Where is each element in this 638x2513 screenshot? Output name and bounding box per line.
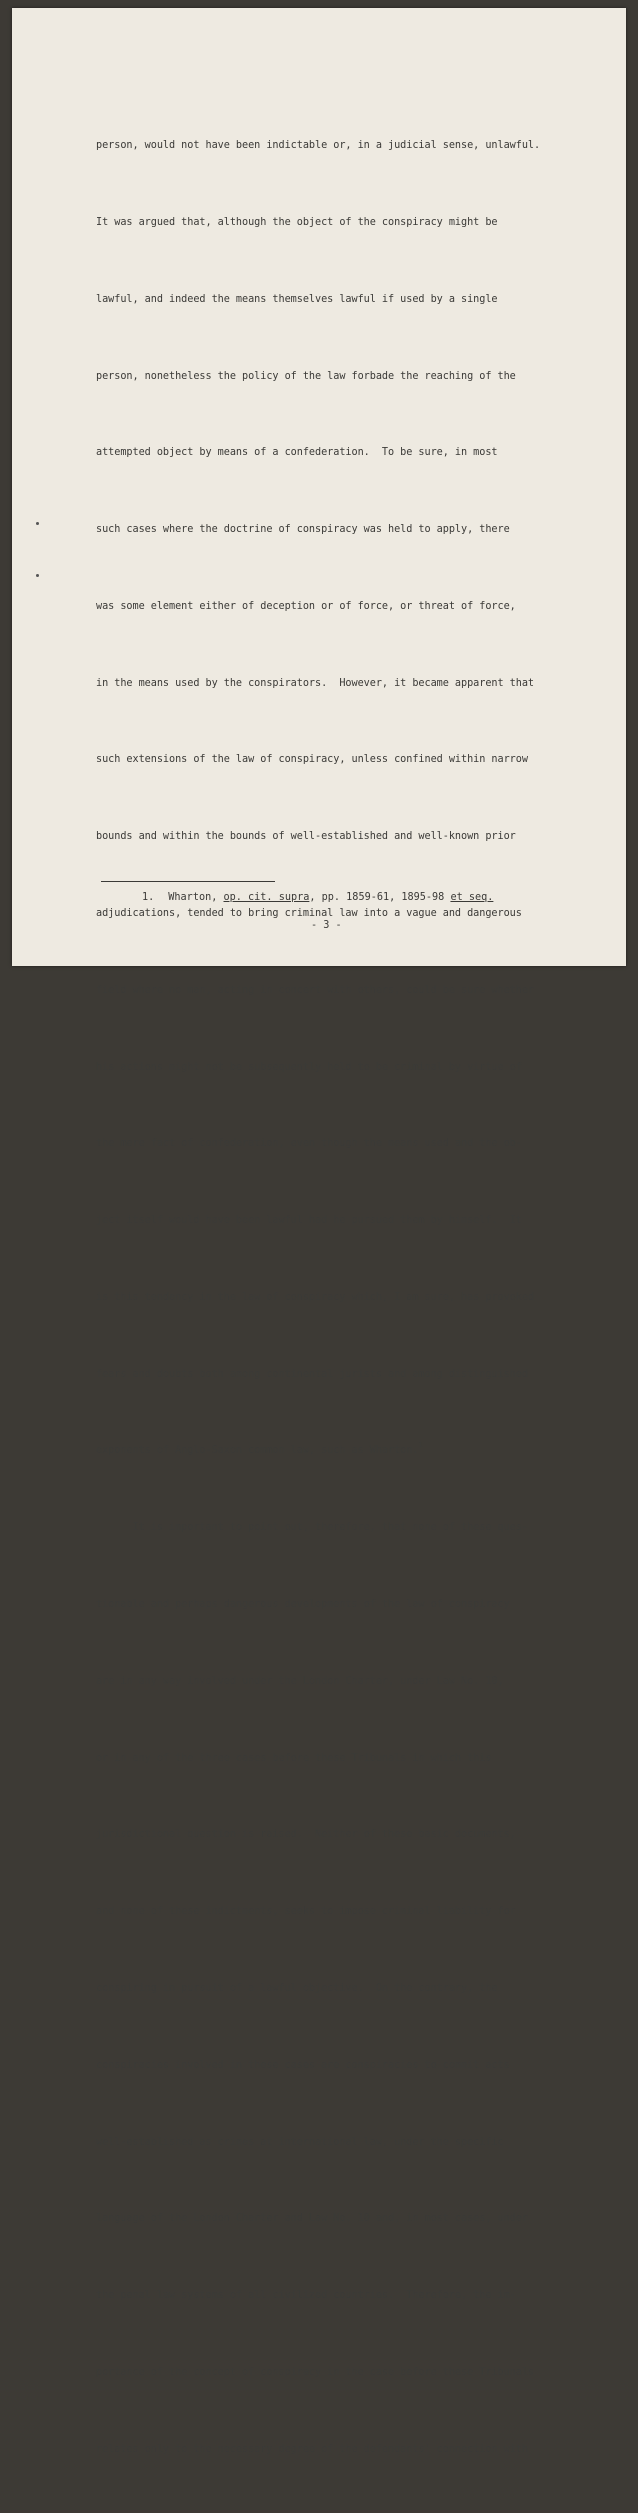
body-line: his actions might not be subsequently held to be criminal by virtue of	[96, 1061, 522, 1073]
body-line: relates only to the necessary degree of the defendants' connection with	[96, 2443, 528, 2455]
body-line: tionable and perhaps dangerous developments of the law of conspiracy	[96, 1599, 510, 1611]
body-line: in the means used by the conspirators. However, it became apparent that	[96, 677, 535, 689]
margin-speck	[36, 522, 39, 525]
body-line: and none of these indictments, seeks to impose criminal liability for	[96, 1906, 516, 1918]
body-line: the mere fact of confederation, even though the means used and the ob-	[96, 1138, 522, 1150]
body-line: the penal law systems of all civilized countries. Therefore, the im-	[96, 2290, 516, 2302]
body-line: is this tendency in the law of conspiracy which, I am sure, has provoked	[96, 1291, 535, 1303]
body-line: such extensions of the law of conspiracy, unless confined within narrow	[96, 754, 528, 766]
body-line: person, nonetheless the policy of the law forbade the reaching of the	[96, 370, 516, 382]
body-line: well-established as crimes at international law, under the specific	[96, 2136, 504, 2148]
body-line: language of the London Charter and Law No. 10 and, in most cases, under	[96, 2213, 528, 2225]
footnote-cite: op. cit. supra	[223, 892, 310, 903]
body-line: such cases where the doctrine of conspiracy was held to apply, there	[96, 524, 510, 536]
body-line: portance of the concept of conspiracy in the case before these Tribunals	[96, 2366, 535, 2378]
footnote-number: 1.	[142, 892, 155, 903]
body-line: conspiring in pursuit of a lawful objective. On the contrary, the	[96, 1982, 498, 1994]
body-line-with-footnote-ref	[96, 1438, 576, 1464]
footnote-author: Wharton,	[168, 892, 218, 903]
body-line: are in any way involved under the London Charter, under Law No. 10,	[96, 1675, 504, 1687]
body-line: attempted object by means of a confederation. To be sure, in most	[96, 447, 498, 459]
body-line: or in any of the three cases before these Tribunals in which this	[96, 1752, 492, 1764]
body-line: jurisdictional question is raised. Neither of these basic documents,	[96, 1829, 516, 1841]
body-line: adjudications, tended to bring criminal law into a vague and dangerous	[96, 908, 522, 919]
body-line: person, would not have been indictable or, in a judicial sense, unlawful.	[96, 140, 541, 152]
margin-speck	[36, 574, 39, 577]
body-line: bounds and within the bounds of well-established and well-known prior	[96, 831, 516, 843]
body-line: fears and doubts both among continental jurists and among distinguished	[96, 1368, 528, 1380]
body-line: ject itself would have been lawful had he pursued them by himself. It	[96, 1215, 522, 1227]
body-line: was some element either of deception or of force, or threat of force,	[96, 600, 516, 612]
footnote-pages: , pp. 1859-61, 1895-98	[309, 892, 445, 903]
body-line: conspiracies involved in these cases are conspiracies to commit acts	[96, 2059, 510, 2071]
body-line: lawful, and indeed the means themselves lawful if used by a single	[96, 293, 498, 305]
body-text	[96, 82, 576, 2513]
footnote-ref: 1	[418, 1441, 423, 1450]
body-line: It was argued that, although the object of the conspiracy might be	[96, 216, 498, 228]
page-number: - 3 -	[311, 920, 342, 931]
footnote	[142, 892, 493, 903]
body-line-text: exponents of Anglo-Saxon common law, such as Wharton.	[96, 1445, 419, 1457]
footnote-divider	[101, 881, 275, 882]
document-page	[12, 8, 626, 2455]
body-line: field where no man, acting in concert with others, could be sure whether	[96, 984, 535, 996]
body-line: It is important to point out, therefore, that none of these ques-	[96, 1522, 528, 1534]
footnote-seq: et seq.	[450, 892, 494, 903]
